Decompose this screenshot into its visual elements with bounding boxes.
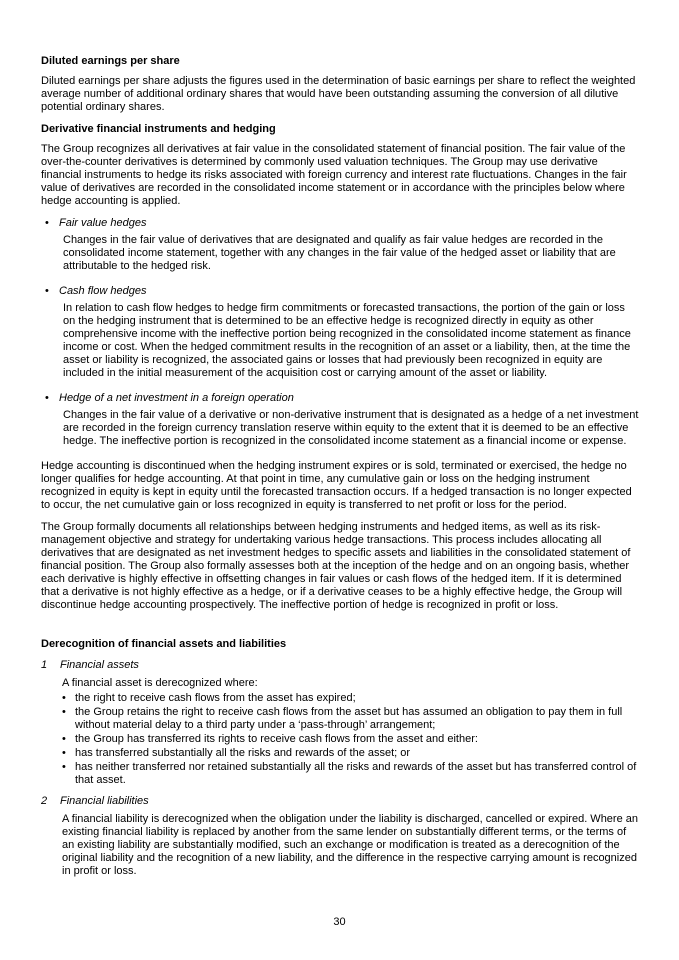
hedge-type-title-row [41,217,640,230]
hedge-type-cash-flow [41,285,640,380]
bullet-icon: • [62,761,66,773]
section-heading-derecognition: Derecognition of financial assets and liabilities [41,638,287,650]
subsection-financial-assets [41,659,640,787]
hedge-type-title: Hedge of a net investment in a foreign operation [59,392,294,404]
list-item-text: has transferred substantially all the risks and rewards of the asset; or [75,747,411,759]
list-item-text: the Group has transferred its rights to receive cash flows from the asset and either: [75,733,478,745]
bullet-icon: • [45,217,49,229]
bullet-icon: • [45,392,49,404]
subsection-content [62,813,640,878]
hedge-type-title-row [41,392,640,405]
paragraph: Changes in the fair value of a derivative or non-derivative instrument that is designated as a hedge of a net investment are recorded in the foreign currency translation reserve within equity to the extent that it is deemed to be an effective hedge. The ineffective portion is recognized in the consolidated income statement as a financial income or expense. [63,409,639,447]
list-item [62,692,640,705]
section-derivatives-hedging [41,123,640,612]
paragraph: In relation to cash flow hedges to hedge firm commitments or forecasted transactions, the portion of the gain or loss on the hedging instrument that is determined to be an effective hedge is recognized directly in equity as other comprehensive income with the ineffective portion being recognized in the consolidated income statement as finance income or cost. When the hedged commitment results in the recognition of an asset or a liability, then, at the time the asset or liability is recognized, the associated gains or losses that had previously been recognized in equity are included in the initial measurement of the acquisition cost or carrying amount of the asset or liability. [63,302,631,379]
hedge-type-title: Fair value hedges [59,217,147,229]
hedge-type-title-row [41,285,640,298]
paragraph: The Group recognizes all derivatives at fair value in the consolidated statement of financial position. The fair value of the over-the-counter derivatives is determined by commonly used valuation techniques. The Group may use derivative financial instruments to hedge its risks associated with foreign currency and interest rate fluctuations. Changes in the fair value of derivatives are recorded in the consolidated income statement or in accordance with the principles below where hedge accounting is applied. [41,143,627,207]
subsection-title: Financial assets [60,659,139,671]
section-heading-derivatives: Derivative financial instruments and hedging [41,123,276,135]
list-item [62,733,640,746]
bullet-icon: • [45,285,49,297]
item-number: 2 [41,795,48,807]
section-heading-diluted: Diluted earnings per share [41,55,180,67]
bullet-icon: • [62,706,66,718]
hedge-type-net-investment [41,392,640,448]
list-item [62,761,640,787]
list-item-text: has neither transferred nor retained substantially all the risks and rewards of the asset but has transferred control of that asset. [75,761,637,786]
paragraph: A financial liability is derecognized when the obligation under the liability is discharged, cancelled or expired. Where an existing financial liability is replaced by another from the same lender on substantially different terms, or the terms of an existing liability are substantially modified, such an exchange or modification is treated as a derecognition of the original liability and the recognition of a new liability, and the difference in the respective carrying amount is recognized in profit or loss. [62,813,639,877]
section-derecognition [41,638,640,878]
item-number: 1 [41,659,48,671]
paragraph: Changes in the fair value of derivatives that are designated and qualify as fair value hedges are recorded in the consolidated income statement, together with any changes in the fair value of the hedged asset or liability that are attributable to the hedged risk. [63,234,616,272]
paragraph: Diluted earnings per share adjusts the figures used in the determination of basic earnings per share to reflect the weighted average number of additional ordinary shares that would have been outstanding assuming the conversion of all dilutive potential ordinary shares. [41,75,636,113]
paragraph: Hedge accounting is discontinued when the hedging instrument expires or is sold, terminated or exercised, the hedge no longer qualifies for hedge accounting. At that point in time, any cumulative gain or loss on the hedging instrument recognized in equity is kept in equity until the forecasted transaction occurs. If a hedged transaction is no longer expected to occur, the net cumulative gain or loss recognized in equity is transferred to net profit or loss for the period. [41,460,632,511]
subsection-title-row [41,795,640,808]
subsection-content [62,677,640,787]
subsection-financial-liabilities [41,795,640,878]
subsection-title: Financial liabilities [60,795,149,807]
hedge-type-title: Cash flow hedges [59,285,147,297]
list-item-text: the right to receive cash flows from the asset has expired; [75,692,356,704]
list-item-text: the Group retains the right to receive cash flows from the asset but has assumed an obligation to pay them in full without material delay to a third party under a ‘pass-through’ arrangement; [75,706,623,731]
hedge-type-fair-value [41,217,640,273]
bullet-icon: • [62,733,66,745]
paragraph: The Group formally documents all relationships between hedging instruments and hedged items, as well as its risk-management objective and strategy for undertaking various hedge transactions. This process includes allocating all derivatives that are designated as net investment hedges to specific assets and liabilities in the consolidated statement of financial position. The Group also formally assesses both at the inception of the hedge and on an ongoing basis, whether each derivative is highly effective in offsetting changes in fair values or cash flows of the hedged item. If it is determined that a derivative is not highly effective as a hedge, or if a derivative ceases to be a highly effective hedge, the Group will discontinue hedge accounting prospectively. The ineffective portion of hedge is recognized in profit or loss. [41,521,631,611]
section-diluted-earnings [41,55,640,114]
page-number: 30 [333,916,346,928]
subsection-title-row [41,659,640,672]
list-item [62,706,640,732]
paragraph: A financial asset is derecognized where: [62,677,258,689]
list-item [62,747,640,760]
conditions-list [62,692,640,787]
bullet-icon: • [62,747,66,759]
bullet-icon: • [62,692,66,704]
